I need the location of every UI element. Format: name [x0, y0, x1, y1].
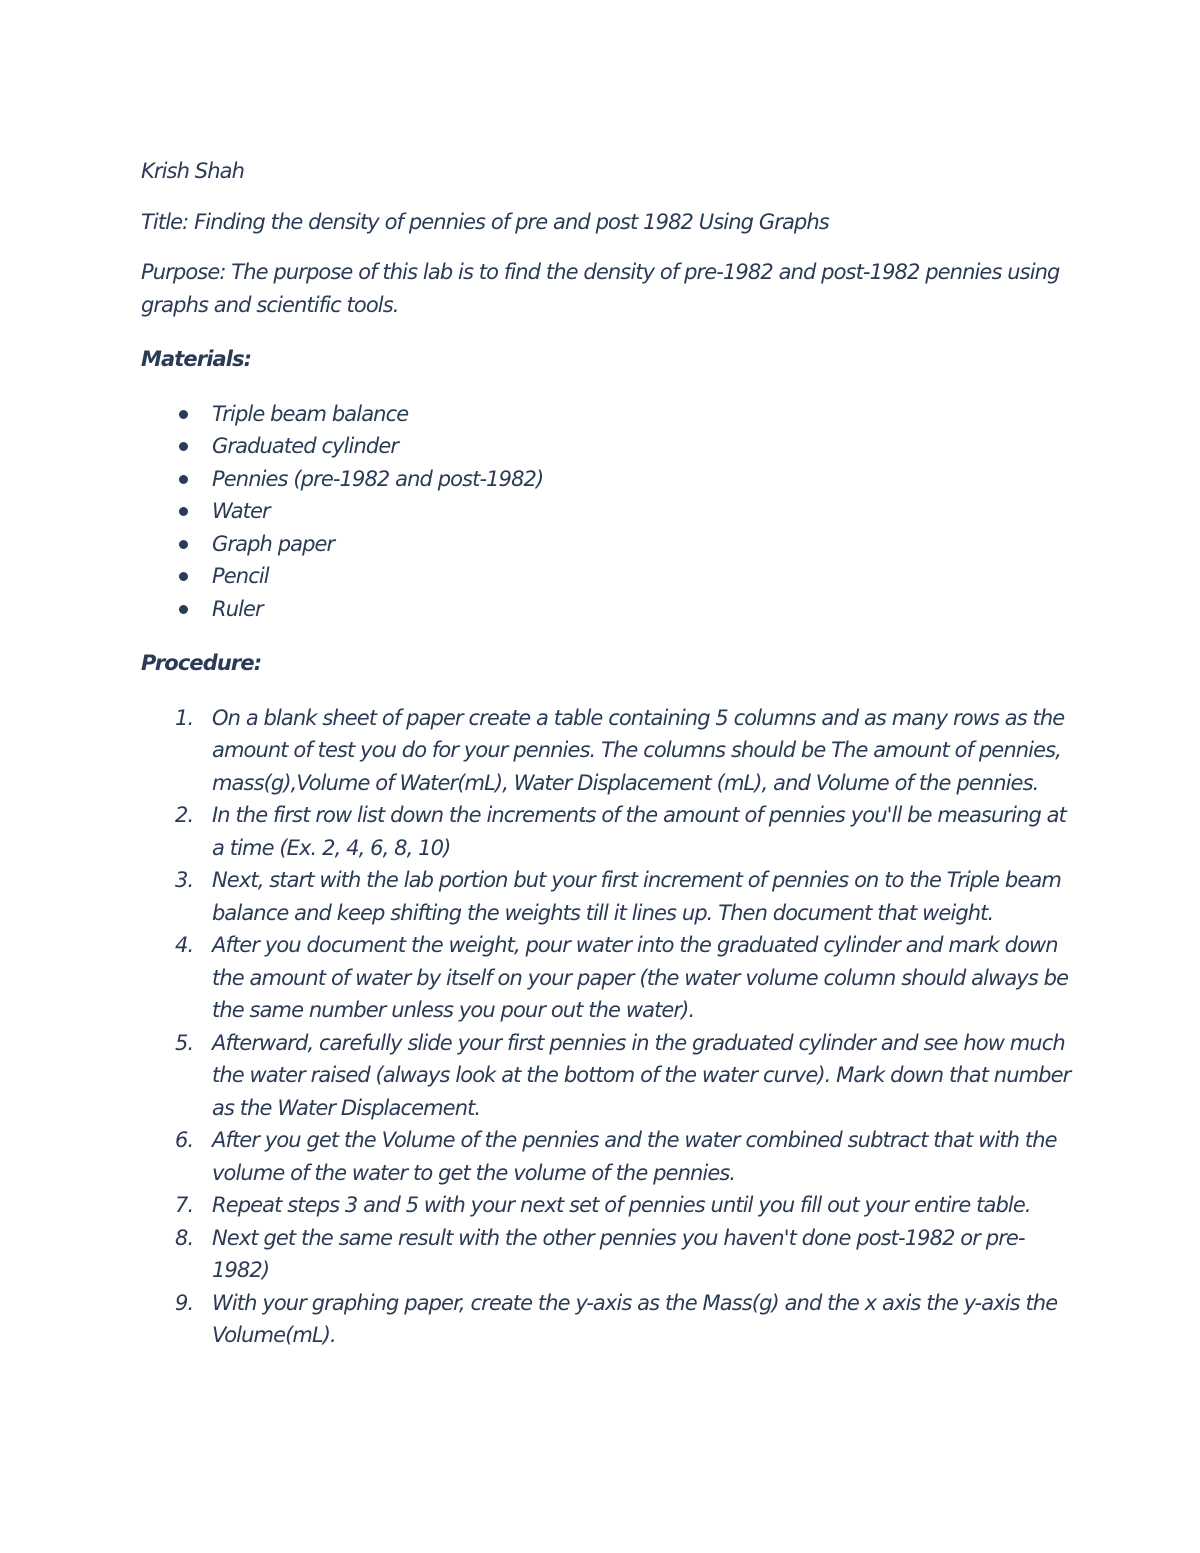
list-item [141, 1189, 1076, 1222]
bullet-icon [179, 572, 188, 581]
step-number: 3. [175, 868, 194, 892]
list-item [141, 528, 1076, 561]
list-item [141, 1124, 1076, 1189]
materials-heading: Materials: [141, 347, 252, 371]
list-item [141, 929, 1076, 1027]
materials-list [141, 398, 1076, 626]
list-item [141, 1287, 1076, 1352]
bullet-icon [179, 507, 188, 516]
material-label: Pencil [212, 564, 269, 588]
material-label: Pennies (pre-1982 and post-1982) [212, 466, 544, 491]
document-page [141, 155, 1076, 1352]
step-text: After you document the weight, pour water into the graduated cylinder and mark down the amount of water by itself on your paper (the water volume column should always be the same number unless you pour out the water). [212, 933, 1069, 1022]
step-text: After you get the Volume of the pennies and the water combined subtract that with the volume of the water to get the volume of the pennies. [212, 1128, 1057, 1185]
material-label: Graph paper [212, 531, 335, 556]
procedure-heading: Procedure: [141, 651, 262, 675]
bullet-icon [179, 442, 188, 451]
step-number: 4. [175, 933, 194, 957]
step-text: Repeat steps 3 and 5 with your next set of pennies until you fill out your entire table. [212, 1193, 1031, 1217]
bullet-icon [179, 605, 188, 614]
step-text: In the first row list down the increments of the amount of pennies you'll be measuring at a time (Ex. 2, 4, 6, 8, 10) [212, 803, 1066, 860]
step-text: Next get the same result with the other pennies you haven't done post-1982 or pre-1982) [212, 1225, 1025, 1282]
bullet-icon [179, 540, 188, 549]
step-text: Afterward, carefully slide your first pennies in the graduated cylinder and see how much the water raised (always look at the bottom of the water curve). Mark down that number as the Water Displacement. [212, 1030, 1071, 1120]
list-item [141, 463, 1076, 496]
list-item [141, 593, 1076, 626]
step-number: 1. [175, 705, 194, 730]
step-number: 9. [175, 1290, 194, 1315]
bullet-icon [179, 475, 188, 484]
bullet-icon [179, 410, 188, 419]
material-label: Graduated cylinder [212, 434, 399, 458]
step-text: On a blank sheet of paper create a table containing 5 columns and as many rows as the amount of test you do for your pennies. The columns should be The amount of pennies, mass(g),Volume of Water(mL), Water Displacement (mL), and Volume of the pennies. [212, 705, 1065, 795]
material-label: Ruler [212, 596, 263, 621]
list-item [141, 702, 1076, 800]
list-item [141, 1222, 1076, 1287]
procedure-steps [141, 702, 1076, 1352]
material-label: Triple beam balance [212, 401, 409, 426]
list-item [141, 799, 1076, 864]
list-item [141, 864, 1076, 929]
list-item [141, 398, 1076, 431]
list-item [141, 560, 1076, 593]
step-number: 7. [175, 1193, 194, 1217]
list-item [141, 430, 1076, 463]
step-number: 5. [175, 1030, 194, 1055]
lab-title: Title: Finding the density of pennies of pre and post 1982 Using Graphs [141, 209, 829, 234]
step-text: With your graphing paper, create the y-axis as the Mass(g) and the x axis the y-axis the Volume(mL). [212, 1290, 1058, 1347]
author-name: Krish Shah [141, 159, 244, 183]
step-text: Next, start with the lab portion but your first increment of pennies on to the Triple beam balance and keep shifting the weights till it lines up. Then document that weight. [212, 868, 1061, 925]
step-number: 2. [175, 803, 194, 827]
step-number: 8. [175, 1225, 194, 1250]
list-item [141, 495, 1076, 528]
material-label: Water [212, 499, 270, 523]
step-number: 6. [175, 1128, 194, 1152]
list-item [141, 1027, 1076, 1125]
lab-purpose: Purpose: The purpose of this lab is to find the density of pre-1982 and post-1982 pennies using graphs and scientific tools. [141, 260, 1060, 317]
